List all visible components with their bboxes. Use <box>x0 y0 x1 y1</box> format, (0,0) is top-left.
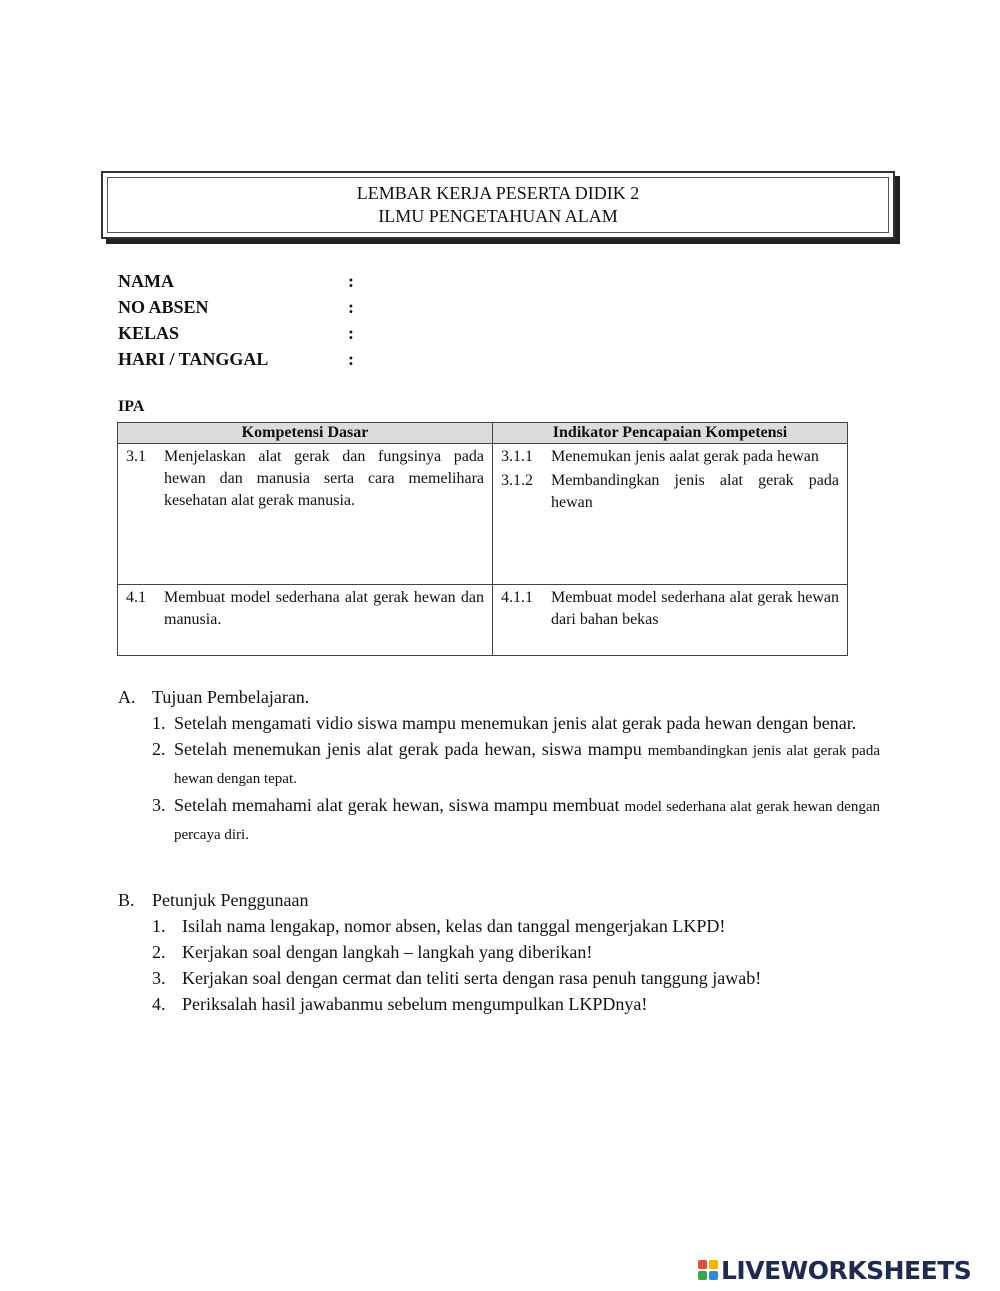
list-item <box>152 792 880 848</box>
list-item <box>152 991 880 1017</box>
kd-item <box>118 444 492 512</box>
identity-colon: : <box>348 271 354 291</box>
list-item <box>152 710 880 736</box>
list-number: 2. <box>152 942 166 962</box>
header-kompetensi-dasar: Kompetensi Dasar <box>118 423 493 444</box>
list-item <box>152 939 880 965</box>
student-identity-block <box>118 268 368 372</box>
list-text: Kerjakan soal dengan cermat dan teliti serta dengan rasa penuh tanggung jawab! <box>182 968 762 988</box>
list-text: Kerjakan soal dengan langkah – langkah yang diberikan! <box>182 942 593 962</box>
worksheet-title-box <box>101 171 895 239</box>
worksheet-title-inner <box>107 177 889 233</box>
section-heading <box>118 887 880 913</box>
kd-number: 4.1 <box>126 589 146 606</box>
kd-text: Menjelaskan alat gerak dan fungsinya pada hewan dan manusia serta cara memelihara kesehatan alat gerak manusia. <box>164 448 484 509</box>
section-letter: B. <box>118 890 135 910</box>
section-letter: A. <box>118 687 136 707</box>
logo-text: LIVEWORKSHEETS <box>721 1255 972 1285</box>
indicator-number: 3.1.1 <box>501 448 533 465</box>
list-text <box>174 736 880 792</box>
header-indikator: Indikator Pencapaian Kompetensi <box>493 423 848 444</box>
list-number: 3. <box>152 795 166 815</box>
table-header-row <box>118 423 848 444</box>
section-title: Tujuan Pembelajaran. <box>152 687 310 707</box>
section-heading <box>118 684 880 710</box>
identity-colon: : <box>348 297 354 317</box>
liveworksheets-logo[interactable] <box>698 1256 971 1284</box>
competency-table <box>117 422 848 656</box>
list-number: 2. <box>152 739 166 759</box>
identity-colon: : <box>348 349 354 369</box>
logo-block-red <box>698 1260 707 1269</box>
indicator-item <box>493 444 847 468</box>
list-number: 3. <box>152 968 166 988</box>
list-text-small: model sederhana alat gerak hewan dengan percaya diri. <box>174 799 880 843</box>
identity-row-kelas <box>118 320 368 346</box>
logo-block-yellow <box>709 1260 718 1269</box>
indicator-number: 4.1.1 <box>501 589 533 606</box>
kd-item <box>118 585 492 631</box>
indicator-text: Membuat model sederhana alat gerak hewan dari bahan bekas <box>551 589 839 628</box>
identity-label: KELAS <box>118 323 180 343</box>
logo-block-blue <box>709 1271 718 1280</box>
indicator-item <box>493 585 847 631</box>
table-row <box>118 585 848 656</box>
section-usage-instructions <box>118 887 880 1017</box>
identity-row-name <box>118 268 368 294</box>
identity-label: NAMA <box>118 271 174 291</box>
list-item <box>152 965 880 991</box>
indicator-cell <box>493 444 848 585</box>
list-text <box>174 710 880 736</box>
subject-label: IPA <box>118 398 145 415</box>
list-text: Isilah nama lengakap, nomor absen, kelas dan tanggal mengerjakan LKPD! <box>182 916 726 936</box>
list-number: 1. <box>152 916 166 936</box>
kd-cell <box>118 585 493 656</box>
identity-label: NO ABSEN <box>118 297 209 317</box>
identity-row-absen <box>118 294 368 320</box>
list-item <box>152 913 880 939</box>
section-title: Petunjuk Penggunaan <box>152 890 309 910</box>
indicator-text: Membandingkan jenis alat gerak pada hewan <box>551 472 839 511</box>
list-text-main: Setelah memahami alat gerak hewan, siswa mampu membuat <box>174 795 625 815</box>
list-item <box>152 736 880 792</box>
logo-blocks-icon <box>698 1260 718 1280</box>
list-text-small: membandingkan jenis alat gerak pada hewan dengan tepat. <box>174 743 880 787</box>
identity-label: HARI / TANGGAL <box>118 349 269 369</box>
identity-colon: : <box>348 323 354 343</box>
worksheet-subtitle: ILMU PENGETAHUAN ALAM <box>378 206 618 226</box>
table-row <box>118 444 848 585</box>
worksheet-title: LEMBAR KERJA PESERTA DIDIK 2 <box>356 183 640 203</box>
kd-number: 3.1 <box>126 448 146 465</box>
indicator-cell <box>493 585 848 656</box>
indicator-item <box>493 468 847 514</box>
list-text-main: Setelah mengamati vidio siswa mampu menemukan jenis alat gerak pada hewan dengan benar. <box>174 713 857 733</box>
list-text <box>174 792 880 848</box>
kd-cell <box>118 444 493 585</box>
list-text: Periksalah hasil jawabanmu sebelum mengumpulkan LKPDnya! <box>182 994 648 1014</box>
kd-text: Membuat model sederhana alat gerak hewan dan manusia. <box>164 589 484 628</box>
list-text-main: Setelah menemukan jenis alat gerak pada hewan, siswa mampu <box>174 739 648 759</box>
indicator-number: 3.1.2 <box>501 472 533 489</box>
list-number: 4. <box>152 994 166 1014</box>
logo-block-green <box>698 1271 707 1280</box>
indicator-text: Menemukan jenis aalat gerak pada hewan <box>551 448 819 465</box>
identity-row-date <box>118 346 368 372</box>
section-learning-objectives <box>118 684 880 848</box>
list-number: 1. <box>152 713 166 733</box>
